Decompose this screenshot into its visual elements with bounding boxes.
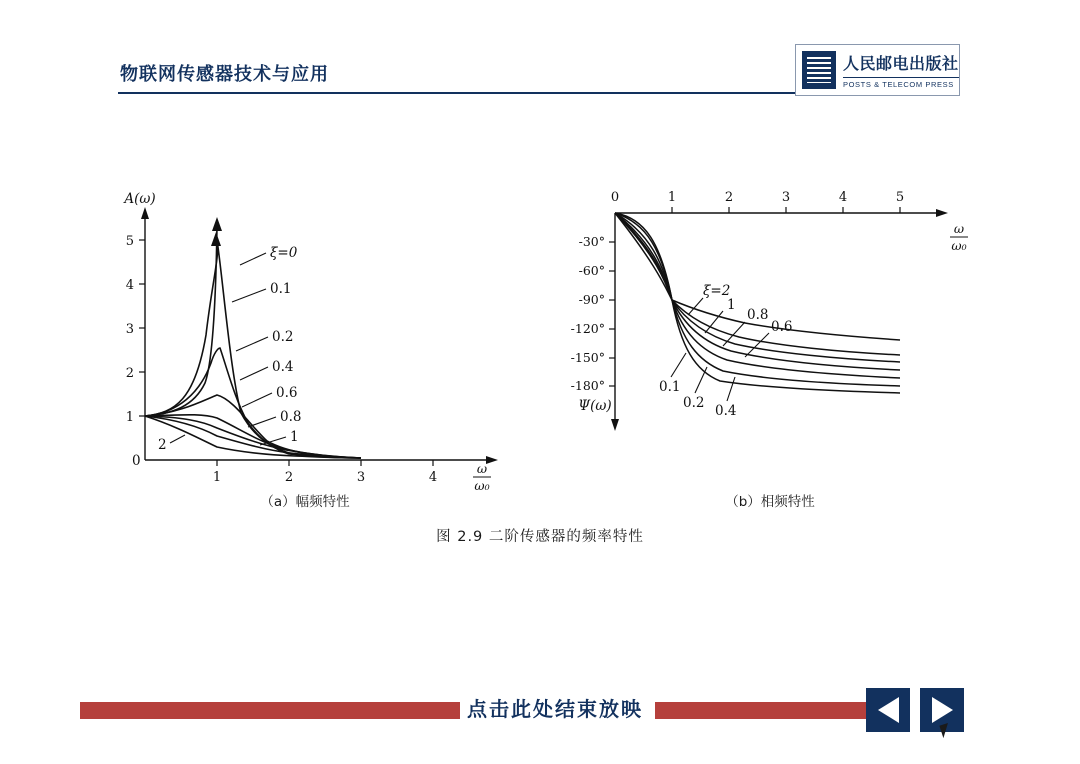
svg-text:ω₀: ω₀ [474, 478, 490, 493]
curve-xi-0.4 [615, 213, 900, 378]
curve-label-0.4: 0.4 [272, 359, 294, 375]
publisher-logo-text [843, 51, 959, 89]
curve-xi-0.8 [615, 213, 900, 362]
figure-container [90, 185, 990, 555]
curve-label-1: 1 [727, 297, 736, 313]
y-tick-90: -90° [578, 292, 605, 307]
y-tick-180: -180° [570, 378, 605, 393]
curve-label-xi2: ξ=2 [703, 283, 731, 299]
x-tick-4: 4 [838, 190, 848, 205]
curve-arrow-xi0 [212, 217, 222, 231]
curve-xi-0 [145, 225, 217, 416]
y-tick-3: 3 [125, 322, 134, 337]
x-tick-0: 0 [610, 190, 620, 205]
x-axis-label [473, 461, 491, 493]
x-tick-1: 1 [212, 470, 222, 485]
y-tick-60: -60° [578, 263, 605, 278]
x-tick-3: 3 [781, 190, 791, 205]
y-tick-4: 4 [125, 278, 134, 293]
x-tick-5: 5 [895, 190, 905, 205]
curve-xi-0.6 [615, 213, 900, 370]
prev-slide-button[interactable] [866, 688, 910, 732]
page-title: 物联网传感器技术与应用 [120, 64, 329, 84]
x-axis-arrow [486, 456, 498, 464]
svg-text:ω: ω [953, 221, 965, 236]
publisher-name-en: POSTS & TELECOM PRESS [843, 77, 959, 89]
curve-label-0.8: 0.8 [280, 409, 302, 425]
chart-a-caption: （a）幅频特性 [260, 494, 350, 510]
y-axis-arrow [141, 207, 149, 219]
footer-bar-right [655, 702, 870, 719]
leader-lines [170, 253, 286, 445]
end-show-button[interactable]: 点击此处结束放映 [467, 699, 643, 721]
curve-group [145, 225, 361, 458]
y-tick-30: -30° [578, 234, 605, 249]
y-tick-1: 1 [125, 410, 134, 425]
x-axis-arrow [936, 209, 948, 217]
curve-label-0.6: 0.6 [276, 385, 298, 401]
curve-label-0.2: 0.2 [683, 395, 705, 411]
svg-text:ω: ω [476, 461, 488, 476]
book-logo-icon [802, 51, 836, 89]
curve-arrow-xi01 [211, 232, 221, 246]
chart-amplitude-frequency [90, 185, 520, 515]
curve-label-0.1: 0.1 [270, 281, 292, 297]
figure-title: 图 2.9 二阶传感器的频率特性 [436, 529, 644, 545]
chart-b-caption: （b）相频特性 [725, 494, 815, 510]
x-axis-label [950, 221, 968, 253]
y-tick-120: -120° [570, 321, 605, 336]
y-axis-arrow [611, 419, 619, 431]
chart-amplitude-svg [90, 185, 520, 493]
curve-label-0.4: 0.4 [715, 403, 737, 419]
origin-label: 0 [132, 453, 141, 469]
y-tick-2: 2 [125, 366, 134, 381]
y-axis-label: Ψ(ω) [578, 398, 612, 414]
curve-label-0.8: 0.8 [747, 307, 769, 323]
triangle-right-icon [932, 697, 953, 723]
curve-xi-1 [615, 213, 900, 355]
svg-text:ω₀: ω₀ [951, 238, 967, 253]
publisher-logo [795, 44, 960, 96]
curve-label-0.1: 0.1 [659, 379, 681, 395]
curve-label-2: 2 [158, 437, 167, 453]
curve-label-xi0: ξ=0 [270, 245, 298, 261]
triangle-left-icon [878, 697, 899, 723]
chart-phase-svg [555, 185, 985, 485]
curve-label-1: 1 [290, 429, 299, 445]
x-tick-1: 1 [667, 190, 677, 205]
x-tick-4: 4 [428, 470, 438, 485]
x-tick-2: 2 [724, 190, 734, 205]
slide-header [0, 0, 1080, 100]
axes [145, 215, 490, 460]
x-tick-2: 2 [284, 470, 294, 485]
publisher-name-cn: 人民邮电出版社 [843, 56, 959, 73]
x-tick-3: 3 [356, 470, 366, 485]
y-tick-5: 5 [125, 234, 134, 249]
curve-label-0.2: 0.2 [272, 329, 294, 345]
y-axis-label: A(ω) [124, 191, 156, 207]
y-tick-150: -150° [570, 350, 605, 365]
curve-label-0.6: 0.6 [771, 319, 793, 335]
curve-group [615, 213, 900, 393]
footer-bar-left [80, 702, 460, 719]
chart-phase-frequency [555, 185, 985, 515]
